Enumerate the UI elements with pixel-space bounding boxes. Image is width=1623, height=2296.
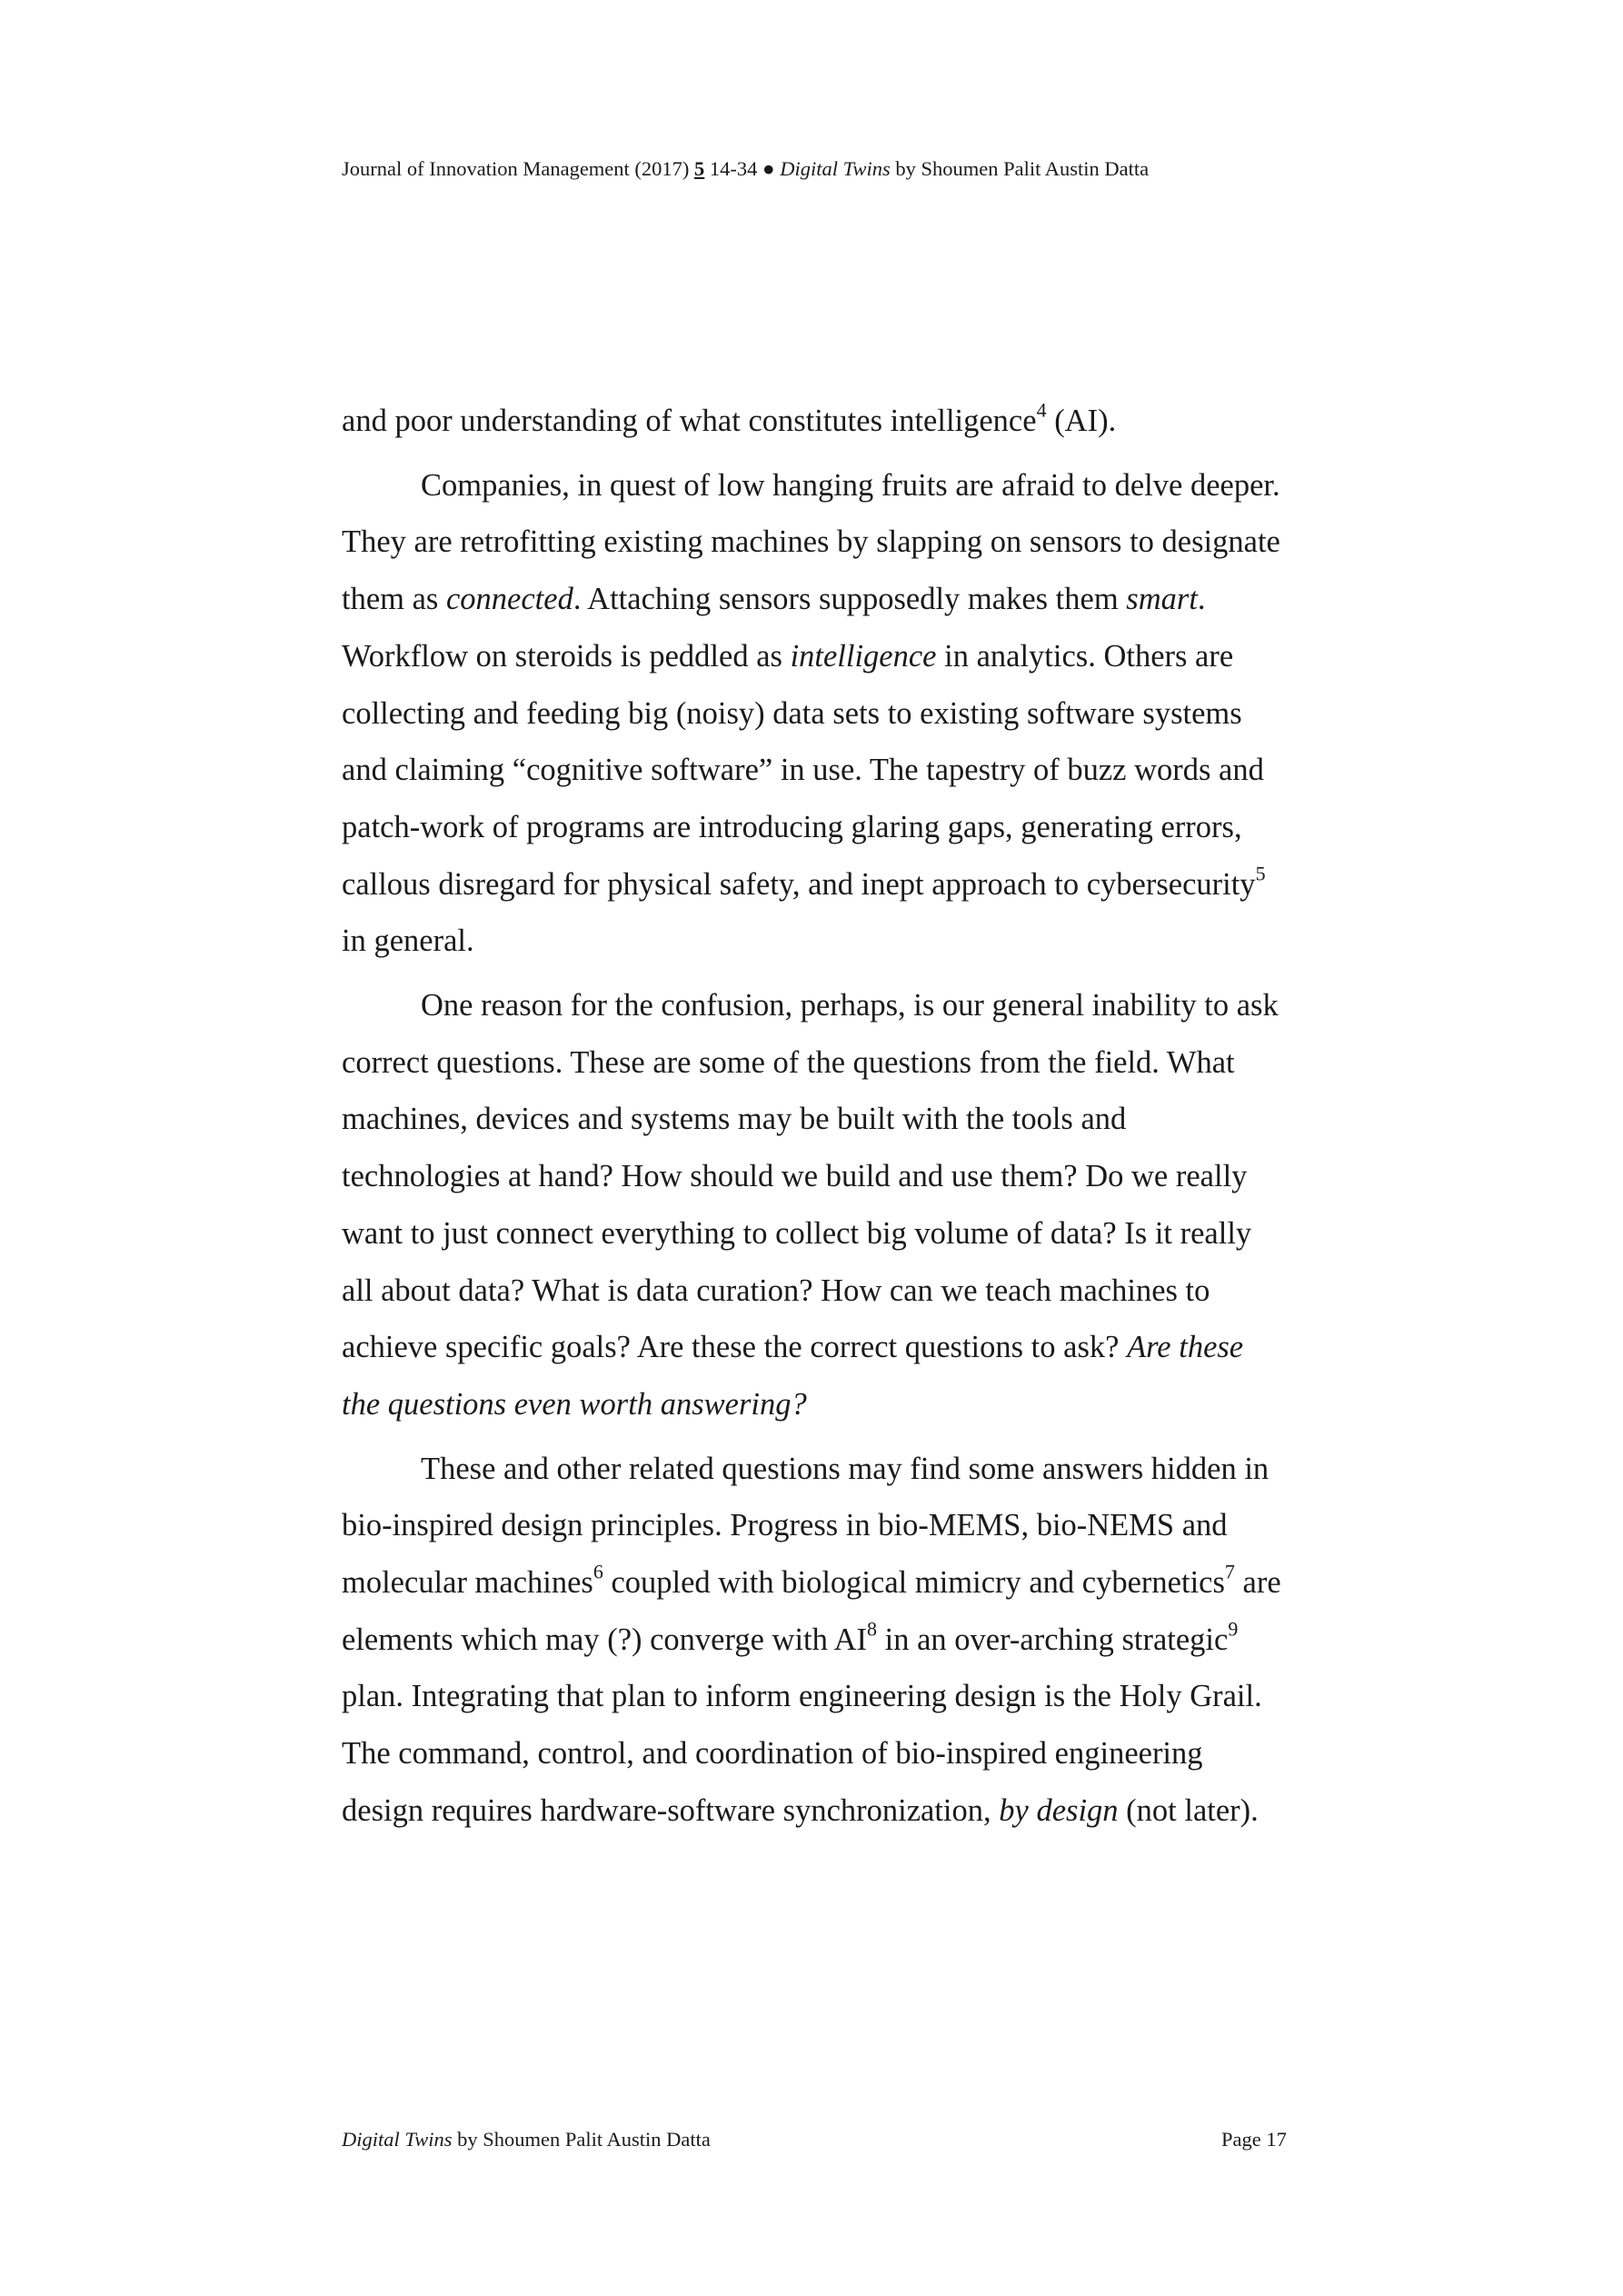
paragraph-2-text-a: Companies, in quest of low hanging fruits are afraid to delve deeper. They are retrofitting existing machines by slapping on sensors to designate them as [342,467,1280,617]
page-range: 14-34 [709,157,758,180]
page-number: Page 17 [1221,2128,1287,2151]
emphasis-connected: connected [445,582,573,617]
paragraph-4-text-a: These and other related questions may find some answers hidden in bio-inspired design principles. Progress in bio-MEMS, bio-NEMS and molecular machines [342,1451,1270,1601]
footer-author: Shoumen Palit Austin Datta [483,2128,711,2151]
paragraph-2-text-c: . Workflow on steroids is peddled as [342,582,1206,674]
emphasis-question: Are these the questions even worth answering? [342,1330,1244,1422]
paragraph-4-text-d: in an over-arching strategic [877,1622,1229,1657]
paragraph-2-text-b: . Attaching sensors supposedly makes them [573,582,1127,617]
footer-by: by [457,2128,478,2151]
paragraph-4 [342,1441,1287,1840]
paragraph-2-text-d: in analytics. Others are collecting and feeding big (noisy) data sets to existing software systems and claiming “cognitive software” in use. The tapestry of buzz words and patch-work of programs are introducing glaring gaps, generating errors, callous disregard for physical safety, and inept approach to cybersecurity [342,638,1264,902]
body-text [342,393,1287,1840]
paragraph-3-text: One reason for the confusion, perhaps, is our general inability to ask correct questions. These are some of the questions from the field. What machines, devices and systems may be built with the tools and technologies at hand? How should we build and use them? Do we really want to just connect everything to collect big volume of data? Is it really all about data? What is data curation? How can we teach machines to achieve specific goals? Are these the correct questions to ask? [342,988,1279,1365]
paragraph-4-text-c: are elements which may (?) converge with AI [342,1565,1281,1657]
running-footer [342,2127,711,2152]
emphasis-smart: smart [1126,582,1198,617]
footnote-ref-5: 5 [1255,862,1266,885]
journal-volume: 5 [694,157,705,180]
footer-article-title: Digital Twins [342,2128,453,2151]
paragraph-3 [342,977,1287,1433]
footnote-ref-7: 7 [1224,1560,1235,1583]
paragraph-4-text-f: (not later). [1118,1792,1259,1828]
paragraph-1-text: and poor understanding of what constitutes intelligence [342,404,1037,438]
footnote-ref-9: 9 [1228,1617,1239,1641]
bullet-separator: ● [762,157,775,180]
running-header [342,156,1149,182]
header-author: Shoumen Palit Austin Datta [921,157,1150,180]
header-by: by [895,157,916,180]
paragraph-4-text-e: plan. Integrating that plan to inform engineering design is the Holy Grail. The command, control, and coordination of bio-inspired engineering design requires hardware-software synchronization, [342,1679,1262,1828]
paragraph-4-text-b: coupled with biological mimicry and cybernetics [602,1565,1225,1601]
paragraph-1-text-end: (AI). [1046,404,1117,438]
paragraph-2 [342,457,1287,970]
footnote-ref-8: 8 [867,1617,878,1641]
footnote-ref-4: 4 [1036,398,1047,422]
paragraph-1 [342,393,1287,450]
header-article-title: Digital Twins [780,157,891,180]
emphasis-intelligence: intelligence [790,638,937,674]
journal-name: Journal of Innovation Management (2017) [342,157,690,180]
emphasis-by-design: by design [999,1792,1119,1828]
paragraph-2-text-e: in general. [342,923,474,959]
footnote-ref-6: 6 [592,1560,603,1583]
